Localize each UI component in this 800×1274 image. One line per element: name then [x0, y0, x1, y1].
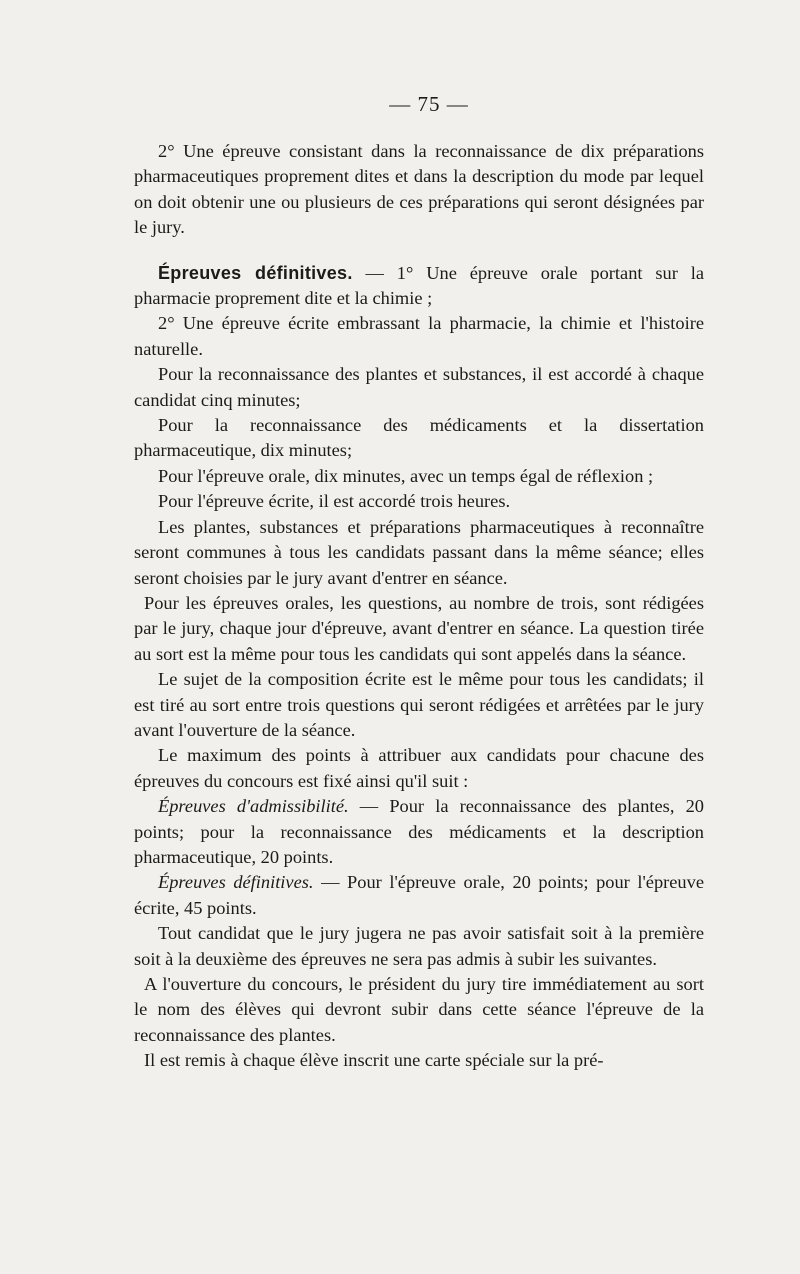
paragraph-medicines-time: Pour la reconnaissance des médicaments et la dissertation pharmaceutique, dix minutes;: [134, 415, 704, 461]
paragraph-definitive-exams: [134, 261, 704, 312]
paragraph-preparations: 2° Une épreuve consistant dans la reconnaissance de dix préparations pharmaceutiques proprement dites et dans la description du mode par lequel on doit obtenir une ou plusieurs de ces préparations qui seront désignées par le jury.: [134, 141, 704, 238]
body-text: [134, 139, 704, 1074]
paragraph-gap: [134, 241, 704, 261]
paragraph-written-subject: Le sujet de la composition écrite est le même pour tous les candidats; il est tiré au sort entre trois questions qui seront rédigées et arrêtées par le jury avant l'ouverture de la séance.: [134, 669, 704, 740]
paragraph-points-maximum: Le maximum des points à attribuer aux candidats pour chacune des épreuves du concours est fixé ainsi qu'il suit :: [134, 745, 704, 791]
paragraph-definitive-exams-text: — 1° Une épreuve orale portant sur la pharmacie proprement dite et la chimie ;: [134, 262, 705, 309]
paragraph-admissibility-points: [134, 794, 704, 870]
paragraph-oral-time: Pour l'épreuve orale, dix minutes, avec un temps égal de réflexion ;: [158, 465, 654, 486]
paragraph-special-card: Il est remis à chaque élève inscrit une carte spéciale sur la pré-: [144, 1050, 604, 1071]
page-number: — 75 —: [389, 92, 469, 116]
paragraph-common-items: Les plantes, substances et préparations pharmaceutiques à reconnaître seront communes à tous les candidats passant dans la même séance; elles seront choisies par le jury avant d'entrer en séance.: [134, 516, 704, 588]
paragraph-oral-questions: Pour les épreuves orales, les questions, au nombre de trois, sont rédigées par le jury, chaque jour d'épreuve, avant d'entrer en séance. La question tirée au sort est la même pour tous les candidats qui sont appelés dans la séance.: [134, 592, 704, 664]
paragraph-plants-time: Pour la reconnaissance des plantes et substances, il est accordé à chaque candidat cinq minutes;: [134, 364, 704, 410]
paragraph-definitive-points-text: — Pour l'épreuve orale, 20 points; pour l'épreuve écrite, 45 points.: [134, 872, 704, 918]
section-heading-definitive: Épreuves définitives.: [158, 262, 353, 283]
italic-admissibility: Épreuves d'admissibilité.: [158, 796, 349, 817]
paragraph-written-exam: 2° Une épreuve écrite embrassant la pharmacie, la chimie et l'histoire naturelle.: [134, 313, 704, 359]
paragraph-opening-draw: A l'ouverture du concours, le président du jury tire immédiatement au sort le nom des élèves qui devront subir dans cette séance l'épreuve de la reconnaissance des plantes.: [134, 974, 704, 1045]
paragraph-failure-rule: Tout candidat que le jury jugera ne pas avoir satisfait soit à la première soit à la deuxième des épreuves ne sera pas admis à subir les suivantes.: [134, 923, 704, 969]
paragraph-admissibility-points-text: — Pour la reconnaissance des plantes, 20 points; pour la reconnaissance des médicaments et la description pharmaceutique, 20 points.: [134, 796, 704, 867]
paragraph-written-time: Pour l'épreuve écrite, il est accordé trois heures.: [158, 491, 511, 512]
paragraph-definitive-points: [134, 870, 704, 921]
italic-definitive: Épreuves définitives.: [158, 872, 314, 893]
